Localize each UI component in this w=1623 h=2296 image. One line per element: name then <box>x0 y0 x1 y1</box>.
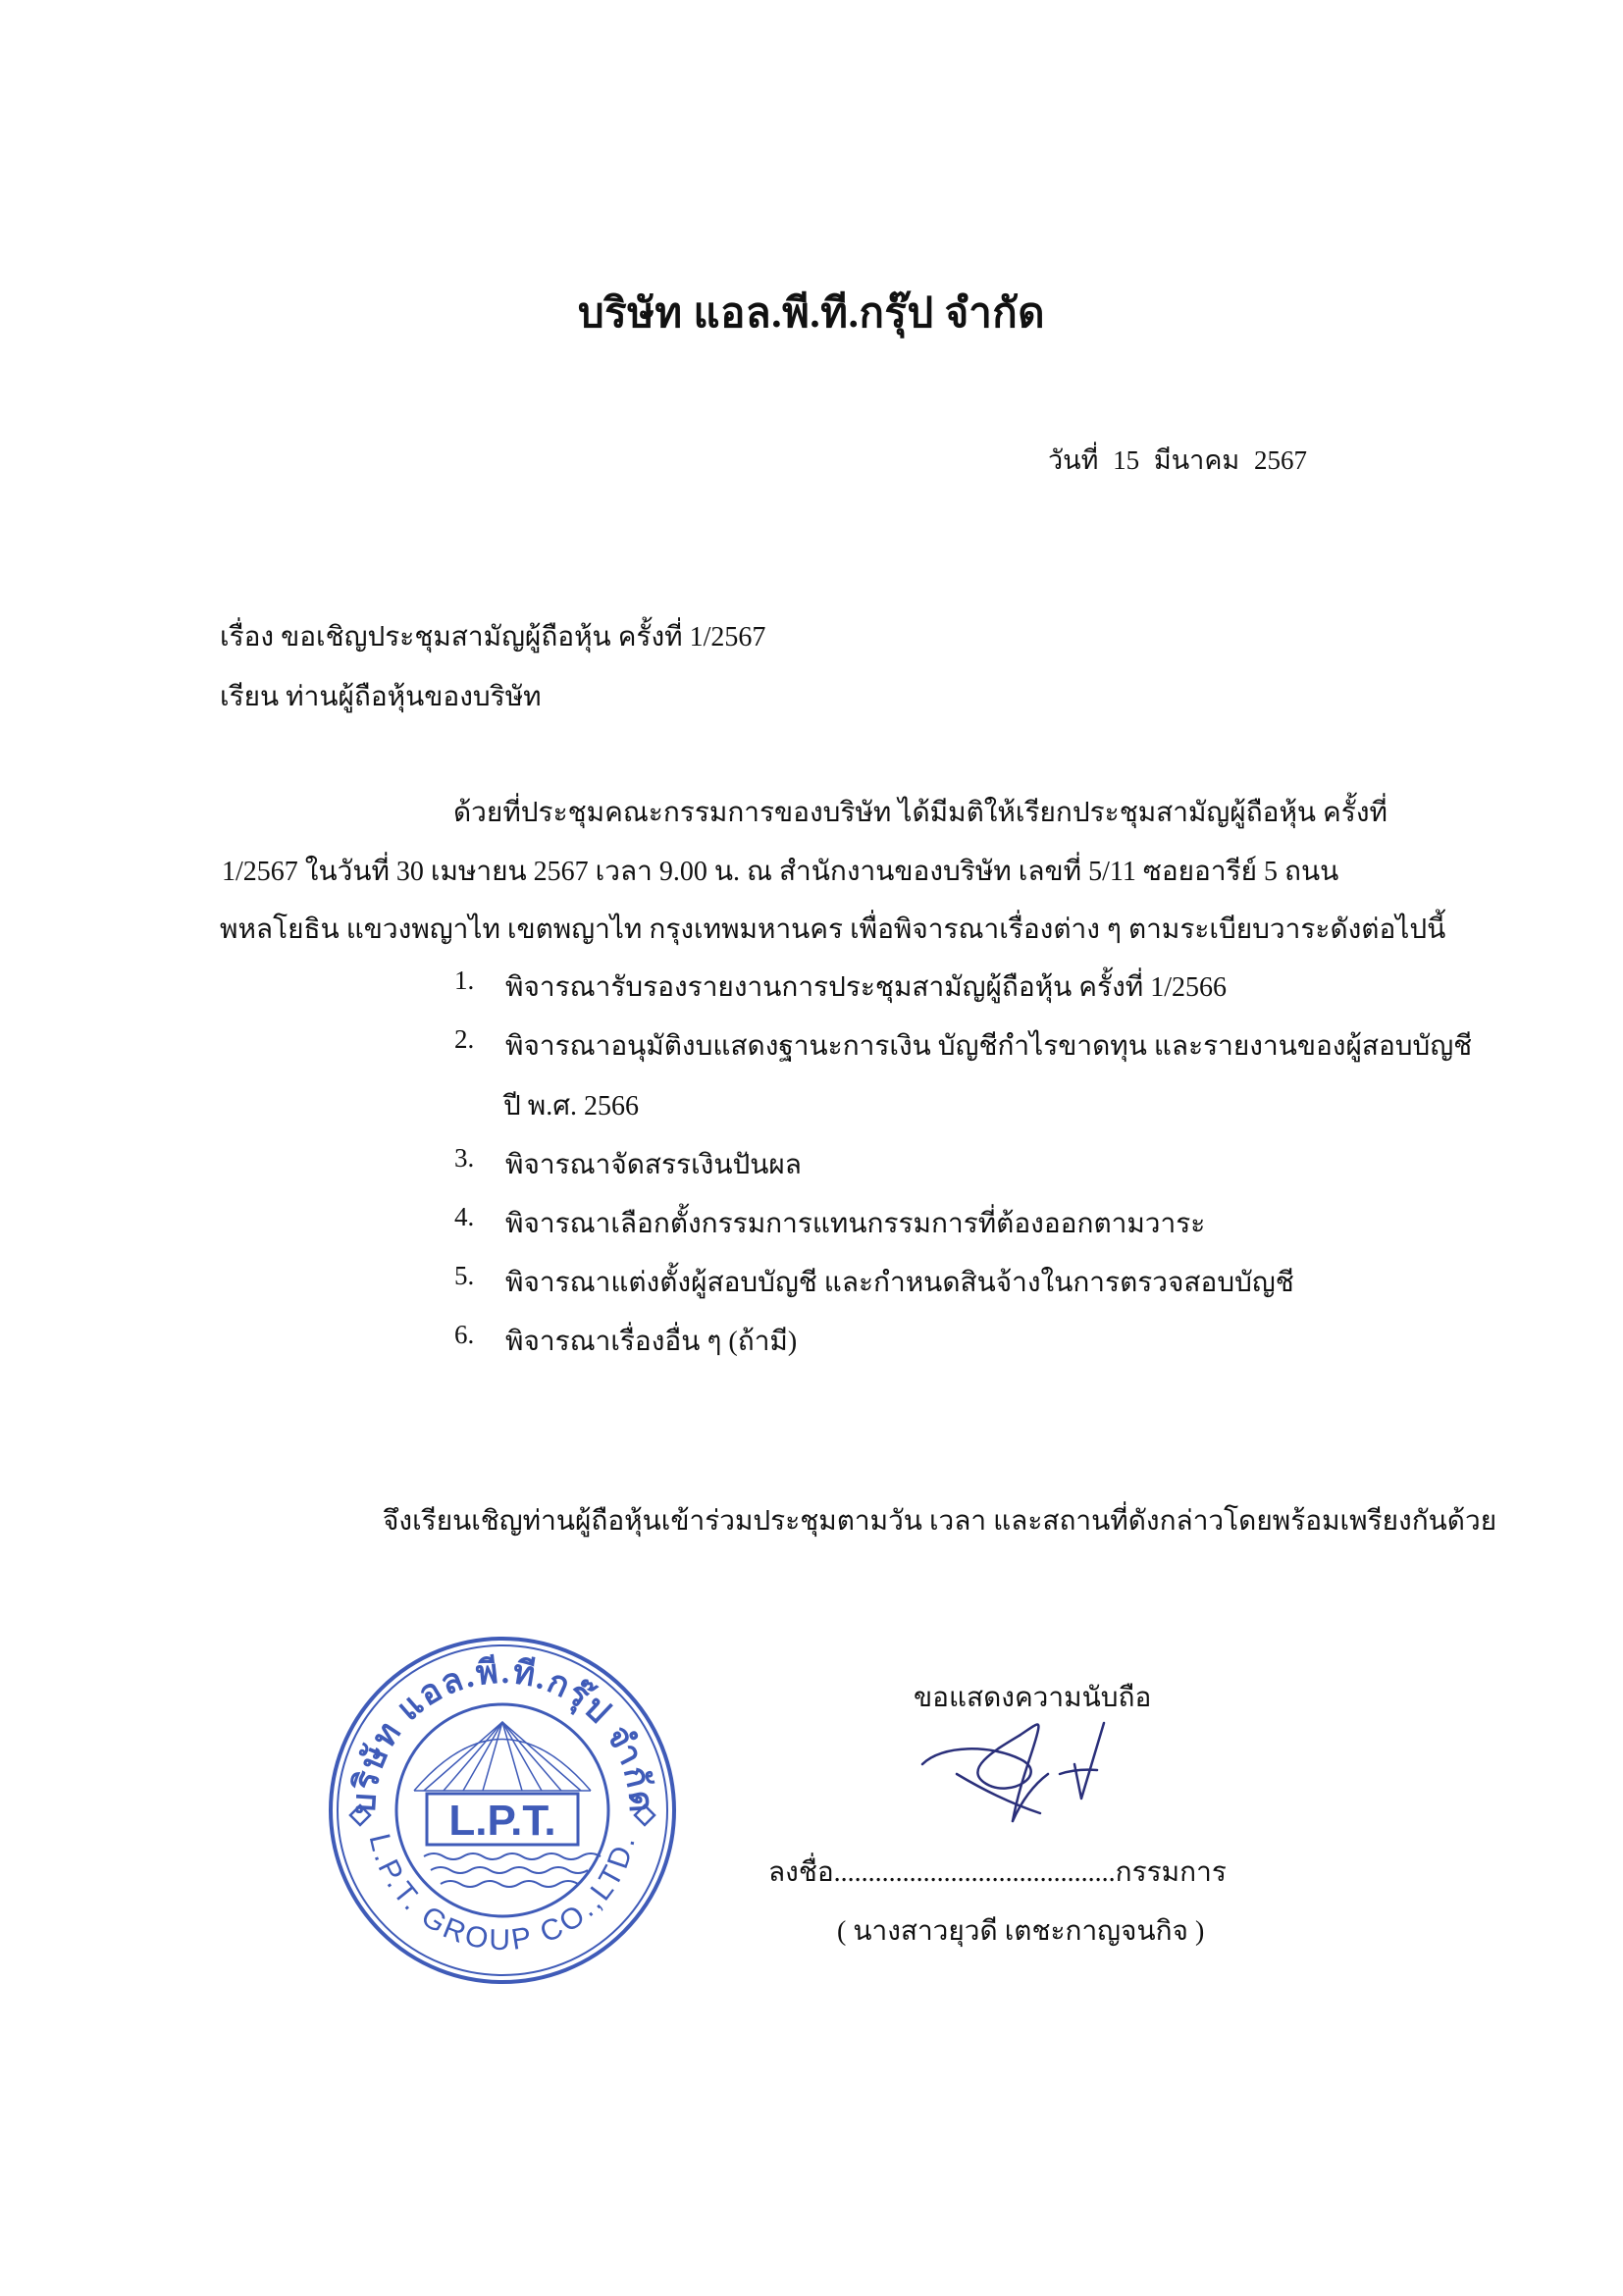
body-line-1: ด้วยที่ประชุมคณะกรรมการของบริษัท ได้มีมติให้เรียกประชุมสามัญผู้ถือหุ้น ครั้งที่ <box>453 798 1387 828</box>
agenda-item-4-text: พิจารณาเลือกตั้งกรรมการแทนกรรมการที่ต้องออกตามวาระ <box>505 1209 1206 1239</box>
closing-line: จึงเรียนเชิญท่านผู้ถือหุ้นเข้าร่วมประชุมตามวัน เวลา และสถานที่ดังกล่าวโดยพร้อมเพรียงกันด้วย <box>383 1506 1497 1537</box>
seal-water-waves <box>424 1853 601 1887</box>
seal-roof-lines <box>414 1722 591 1791</box>
seal-bottom-text: L.P.T. GROUP CO.,LTD. <box>362 1830 643 1957</box>
agenda-item-1-text: พิจารณารับรองรายงานการประชุมสามัญผู้ถือหุ้น ครั้งที่ 1/2566 <box>505 972 1227 1003</box>
agenda-item-3-text: พิจารณาจัดสรรเงินปันผล <box>505 1150 802 1180</box>
recipient-line: เรียน ท่านผู้ถือหุ้นของบริษัท <box>220 682 542 712</box>
agenda-item-6-text: พิจารณาเรื่องอื่น ๆ (ถ้ามี) <box>505 1327 798 1357</box>
agenda-item-2-continuation: ปี พ.ศ. 2566 <box>503 1091 640 1122</box>
agenda-item-3-number: 3. <box>454 1143 475 1173</box>
agenda-item-4-number: 4. <box>454 1202 475 1231</box>
subject-line: เรื่อง ขอเชิญประชุมสามัญผู้ถือหุ้น ครั้งที่ 1/2567 <box>220 622 766 652</box>
handwritten-signature <box>903 1705 1148 1833</box>
body-line-3: พหลโยธิน แขวงพญาไท เขตพญาไท กรุงเทพมหานคร เพื่อพิจารณาเรื่องต่าง ๆ ตามระเบียบวาระดังต่อไปนี้ <box>220 914 1446 945</box>
signer-printed-name: ( นางสาวยุวดี เตชะกาญจนกิจ ) <box>837 1916 1205 1947</box>
closing-respect: ขอแสดงความนับถือ <box>914 1683 1152 1713</box>
agenda-item-5-text: พิจารณาแต่งตั้งผู้สอบบัญชี และกำหนดสินจ้างในการตรวจสอบบัญชี <box>505 1268 1294 1298</box>
letter-date: วันที่ 15 มีนาคม 2567 <box>1048 445 1307 475</box>
agenda-item-1-number: 1. <box>454 965 475 995</box>
agenda-item-2-text: พิจารณาอนุมัติงบแสดงฐานะการเงิน บัญชีกำไรขาดทุน และรายงานของผู้สอบบัญชี <box>505 1031 1473 1062</box>
agenda-item-2-number: 2. <box>454 1024 475 1054</box>
company-title: บริษัท แอล.พี.ที.กรุ๊ป จำกัด <box>577 291 1046 337</box>
seal-top-text: บริษัท แอล.พี.ที.กรุ๊ป จำกัด <box>345 1653 659 1816</box>
agenda-item-6-number: 6. <box>454 1320 475 1349</box>
company-seal-stamp <box>321 1629 684 1992</box>
signature-line: ลงชื่อ.........................................กรรมการ <box>768 1857 1227 1888</box>
body-line-2: 1/2567 ในวันที่ 30 เมษายน 2567 เวลา 9.00 น. ณ สำนักงานของบริษัท เลขที่ 5/11 ซอยอารีย์ 5 ถนน <box>222 857 1339 887</box>
agenda-item-5-number: 5. <box>454 1261 475 1290</box>
seal-center-text: L.P.T. <box>448 1797 556 1845</box>
